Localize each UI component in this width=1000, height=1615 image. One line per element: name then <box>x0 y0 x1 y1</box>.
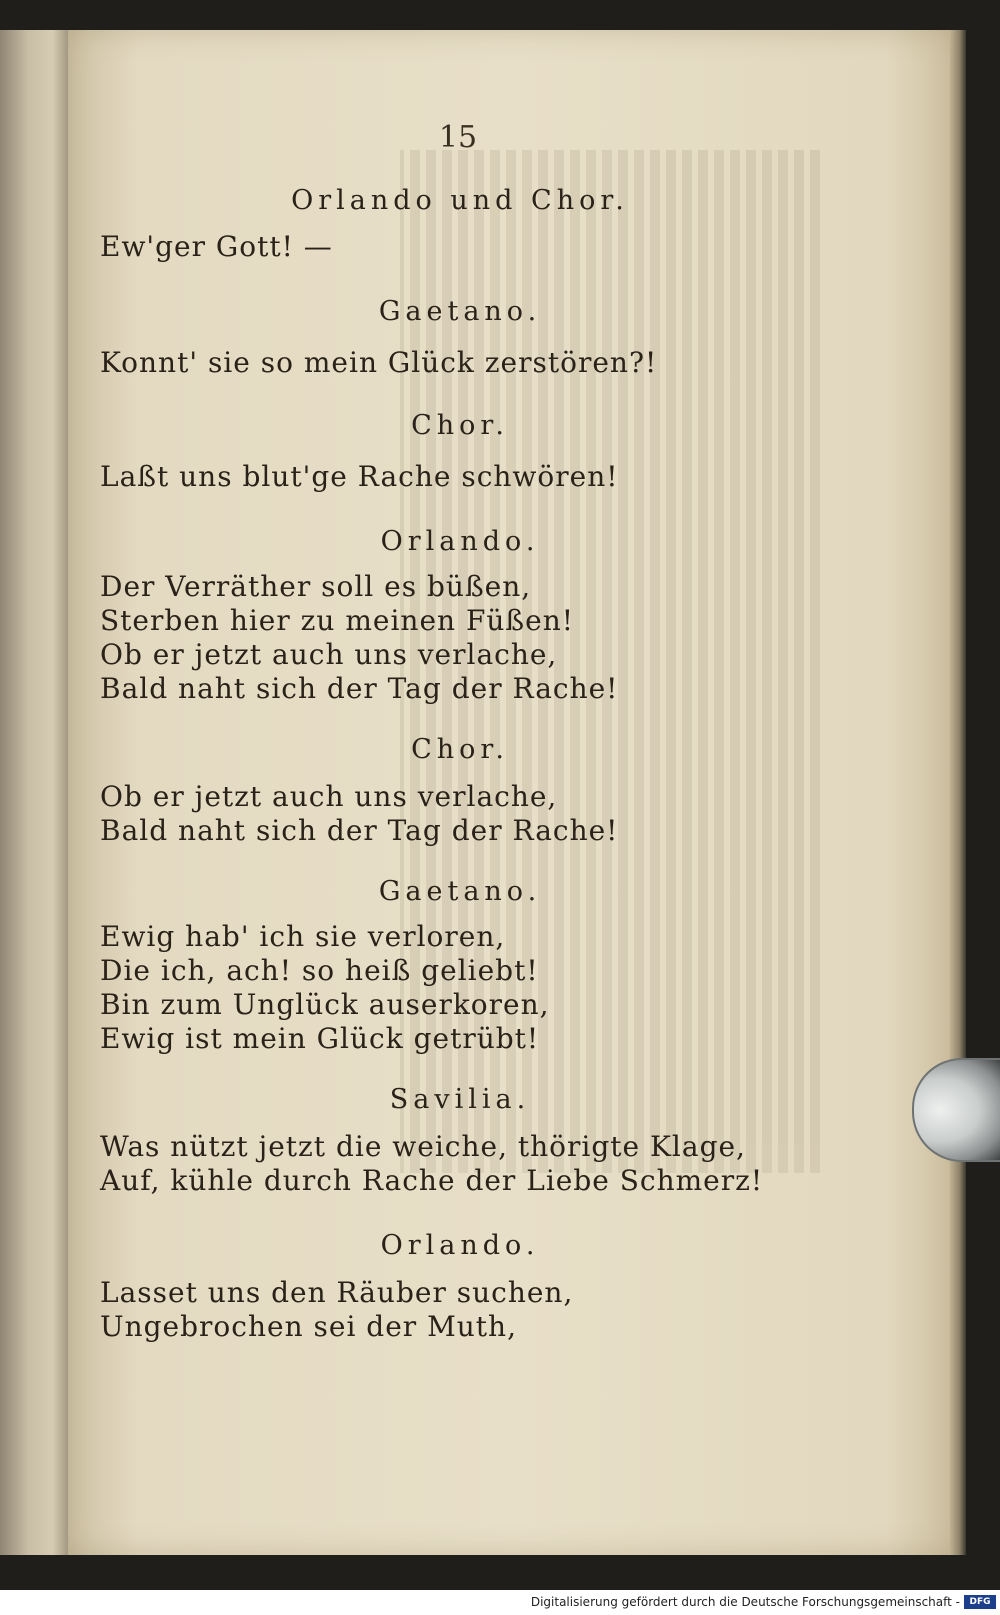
speaker-heading: Orlando. <box>380 1230 540 1261</box>
verse-line: Ewig ist mein Glück getrübt! <box>100 1022 540 1055</box>
verse-line: Auf, kühle durch Rache der Liebe Schmerz! <box>100 1164 764 1197</box>
verse-line: Lasset uns den Räuber suchen, <box>100 1276 574 1309</box>
verse-line: Der Verräther soll es büßen, <box>100 570 532 603</box>
digitization-footer <box>0 1590 1000 1615</box>
speaker-heading: Chor. <box>411 734 509 765</box>
verse-line: Was nützt jetzt die weiche, thörigte Klage, <box>100 1130 746 1163</box>
verse-line: Bin zum Unglück auserkoren, <box>100 988 550 1021</box>
verse-line: Konnt' sie so mein Glück zerstören?! <box>100 346 658 379</box>
verse-line: Bald naht sich der Tag der Rache! <box>100 672 619 705</box>
speaker-heading: Gaetano. <box>378 296 542 327</box>
verse-line: Ew'ger Gott! — <box>100 230 333 263</box>
speaker-heading: Savilia. <box>389 1084 531 1115</box>
speaker-heading: Gaetano. <box>378 876 542 907</box>
speaker-heading: Orlando. <box>380 526 540 557</box>
facing-page-edge <box>0 30 70 1555</box>
verse-line: Laßt uns blut'ge Rache schwören! <box>100 460 619 493</box>
footer-credit: Digitalisierung gefördert durch die Deutsche Forschungsgemeinschaft - <box>530 1595 960 1609</box>
verse-line: Ob er jetzt auch uns verlache, <box>100 780 558 813</box>
verse-line: Ewig hab' ich sie verloren, <box>100 920 506 953</box>
dfg-logo: DFG <box>964 1595 996 1609</box>
page-fore-edge <box>950 30 966 1555</box>
verse-line: Ob er jetzt auch uns verlache, <box>100 638 558 671</box>
speaker-heading: Chor. <box>411 410 509 441</box>
page-clip <box>912 1058 1000 1162</box>
speaker-heading: Orlando und Chor. <box>291 185 629 216</box>
verse-line: Ungebrochen sei der Muth, <box>100 1310 517 1343</box>
verse-line: Bald naht sich der Tag der Rache! <box>100 814 619 847</box>
page-number: 15 <box>438 120 478 155</box>
verse-line: Sterben hier zu meinen Füßen! <box>100 604 574 637</box>
verse-line: Die ich, ach! so heiß geliebt! <box>100 954 539 987</box>
